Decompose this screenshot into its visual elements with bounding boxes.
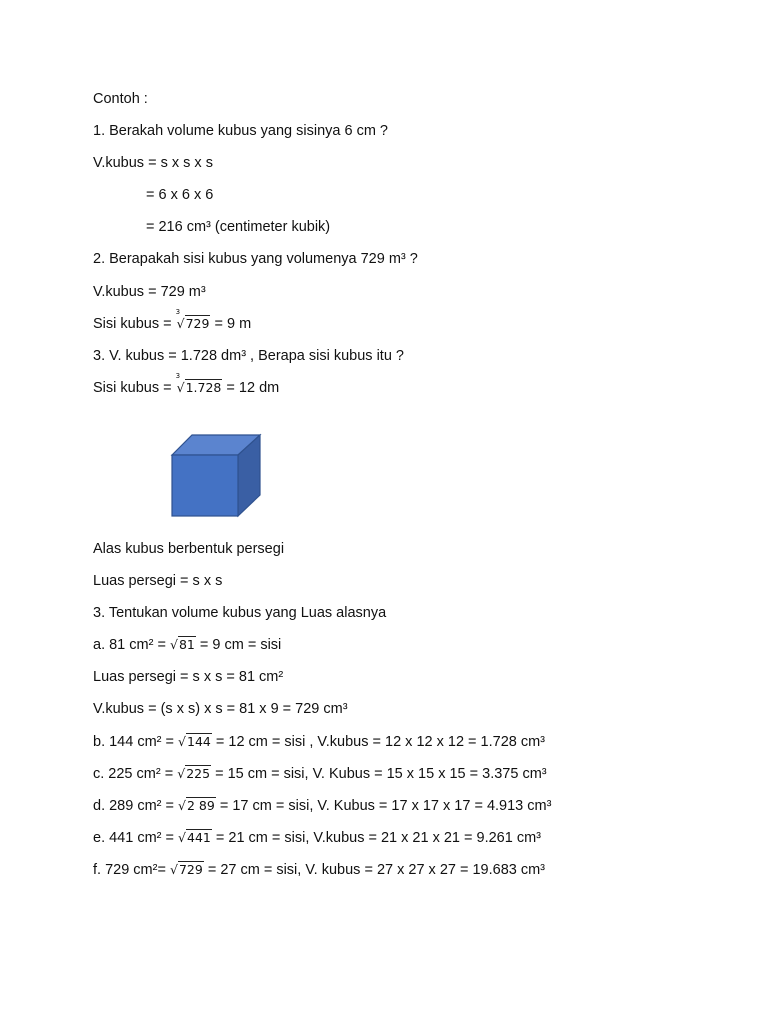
part-suffix: = 15 cm = sisi, V. Kubus = 15 x 15 x 15 = 3.375 cm³ [211, 766, 547, 782]
part-a-area: Luas persegi = s x s = 81 cm² [93, 669, 284, 685]
part-prefix: b. 144 cm² = [93, 734, 179, 750]
radicand: 2 89 [187, 798, 215, 813]
part-suffix: = 12 cm = sisi , V.kubus = 12 x 12 x 12 = 1.728 cm³ [211, 734, 546, 750]
part-suffix: = 27 cm = sisi, V. kubus = 27 x 27 x 27 = 19.683 cm³ [203, 862, 546, 878]
part-f-line [93, 860, 545, 880]
part-prefix: d. 289 cm² = [93, 798, 179, 814]
radicand: 144 [187, 734, 211, 749]
part-prefix: f. 729 cm²= [93, 862, 170, 878]
cube-illustration [170, 433, 264, 521]
part-prefix: e. 441 cm² = [93, 830, 179, 846]
q1-step-1: = 6 x 6 x 6 [146, 187, 214, 203]
part-a-prefix: a. 81 cm² = [93, 637, 170, 653]
square-root-expression: √2 89 [178, 798, 215, 813]
radicand: 729 [178, 862, 203, 877]
radicand: 225 [186, 766, 211, 781]
radicand: 729 [185, 316, 210, 331]
q3-answer [93, 372, 280, 398]
q2-answer-suffix: = 9 m [210, 316, 252, 332]
q3-answer-prefix: Sisi kubus = [93, 380, 176, 396]
q3-answer-suffix: = 12 dm [222, 380, 280, 396]
part-b-line [93, 732, 545, 752]
radicand: 1.728 [185, 380, 222, 395]
q1-formula: V.kubus = s x s x s [93, 155, 213, 171]
part-d-line [93, 796, 551, 816]
question-3: 3. V. kubus = 1.728 dm³ , Berapa sisi kubus itu ? [93, 348, 404, 364]
q2-answer [93, 308, 252, 334]
root-index: 3 [175, 308, 181, 316]
example-heading: Contoh : [93, 91, 148, 107]
part-a-suffix: = 9 cm = sisi [195, 637, 282, 653]
root-index: 3 [175, 372, 181, 380]
square-root-expression: √144 [178, 734, 211, 749]
part-prefix: c. 225 cm² = [93, 766, 178, 782]
task-3: 3. Tentukan volume kubus yang Luas alasnya [93, 605, 387, 621]
question-2: 2. Berapakah sisi kubus yang volumenya 729 m³ ? [93, 251, 418, 267]
q1-step-2: = 216 cm³ (centimeter kubik) [146, 219, 331, 235]
square-root-expression: √225 [177, 766, 211, 781]
part-c-line [93, 764, 547, 784]
square-root-expression: √81 [169, 637, 195, 652]
part-e-line [93, 828, 541, 848]
radicand: 441 [187, 830, 211, 845]
q2-answer-prefix: Sisi kubus = [93, 316, 176, 332]
question-1: 1. Berakah volume kubus yang sisinya 6 cm ? [93, 123, 388, 139]
cube-root-expression: 3 √729 [175, 308, 210, 331]
cube-root-expression: 3 √1.728 [175, 372, 222, 395]
cube-front-face [172, 455, 238, 516]
part-suffix: = 21 cm = sisi, V.kubus = 21 x 21 x 21 = 9.261 cm³ [211, 830, 541, 846]
note-area-formula: Luas persegi = s x s [93, 573, 223, 589]
square-root-expression: √729 [169, 862, 203, 877]
part-a-volume: V.kubus = (s x s) x s = 81 x 9 = 729 cm³ [93, 701, 348, 717]
note-base: Alas kubus berbentuk persegi [93, 541, 285, 557]
part-a-line [93, 635, 281, 655]
q2-given: V.kubus = 729 m³ [93, 284, 206, 300]
part-suffix: = 17 cm = sisi, V. Kubus = 17 x 17 x 17 = 4.913 cm³ [215, 798, 552, 814]
square-root-expression: √441 [178, 830, 211, 845]
radicand: 81 [178, 637, 195, 652]
